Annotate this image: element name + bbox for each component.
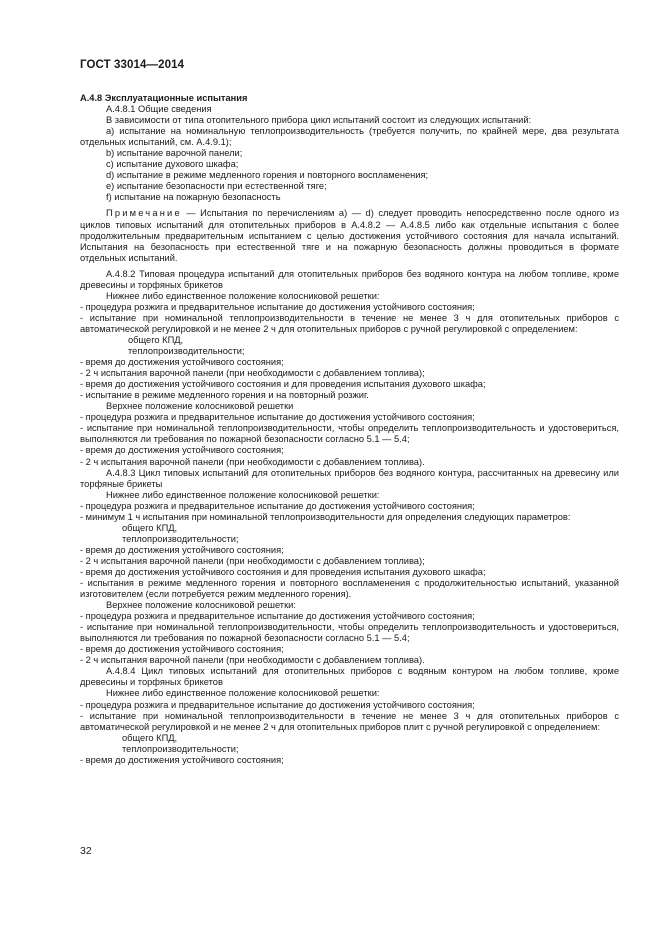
subsection-title-484: А.4.8.4 Цикл типовых испытаний для отопительных приборов с водяным контуром на любом топливе, кроме древесины и торфяных брикетов bbox=[80, 666, 619, 688]
note bbox=[80, 208, 619, 263]
list-item: - время до достижения устойчивого состояния; bbox=[80, 544, 284, 555]
list-item: общего КПД, bbox=[122, 732, 178, 743]
note-label: Примечание bbox=[106, 208, 182, 219]
paragraph: В зависимости от типа отопительного прибора цикл испытаний состоит из следующих испытаний: bbox=[106, 115, 532, 126]
list-item: - испытание при номинальной теплопроизводительности, чтобы определить теплопроизводительность и удостовериться, выполняются ли требования по пожарной безопасности согласно 5.1 — 5.4; bbox=[80, 622, 619, 644]
list-item: a) испытание на номинальную теплопроизводительность (требуется получить, по крайней мере, два результата отдельных испытаний, см. А.4.9.1); bbox=[80, 126, 619, 148]
paragraph: Нижнее либо единственное положение колосниковой решетки: bbox=[106, 489, 380, 500]
list-item: e) испытание безопасности при естественной тяге; bbox=[106, 181, 327, 192]
list-item: общего КПД, bbox=[122, 522, 178, 533]
list-item: - испытание при номинальной теплопроизводительности, чтобы определить теплопроизводительность и удостовериться, выполняются ли требования по пожарной безопасности согласно 5.1 — 5.4; bbox=[80, 423, 619, 445]
paragraph: Верхнее положение колосниковой решетки: bbox=[106, 600, 296, 611]
list-item: - 2 ч испытания варочной панели (при необходимости с добавлением топлива); bbox=[80, 555, 425, 566]
page-number: 32 bbox=[80, 845, 92, 857]
list-item: теплопроизводительности; bbox=[122, 743, 239, 754]
document-header: ГОСТ 33014—2014 bbox=[80, 59, 185, 71]
subsection-title-482: А.4.8.2 Типовая процедура испытаний для отопительных приборов без водяного контура на любом топливе, кроме древесины и торфяных брикетов bbox=[80, 268, 619, 290]
paragraph: Нижнее либо единственное положение колосниковой решетки: bbox=[106, 688, 380, 699]
list-item: теплопроизводительности; bbox=[122, 533, 239, 544]
list-item: - испытание при номинальной теплопроизводительности в течение не менее 3 ч для отопительных приборов с автоматической регулировкой и не менее 2 ч для отопительных приборов плит с ручной регулировкой с определением: bbox=[80, 710, 619, 732]
list-item: - время до достижения устойчивого состояния; bbox=[80, 357, 284, 368]
list-item: - 2 ч испытания варочной панели (при необходимости с добавлением топлива). bbox=[80, 456, 425, 467]
list-item: - время до достижения устойчивого состояния; bbox=[80, 754, 284, 765]
section-heading: А.4.8 Эксплуатационные испытания bbox=[80, 93, 248, 103]
list-item: - испытания в режиме медленного горения и повторного воспламенения с продолжительностью испытаний, указанной изготовителем (если потребуется режим медленного горения). bbox=[80, 578, 619, 600]
list-item: - процедура розжига и предварительное испытание до достижения устойчивого состояния; bbox=[80, 611, 475, 622]
list-item: c) испытание духового шкафа; bbox=[106, 159, 239, 170]
list-item: - процедура розжига и предварительное испытание до достижения устойчивого состояния; bbox=[80, 301, 475, 312]
page-content bbox=[80, 93, 619, 766]
list-item: d) испытание в режиме медленного горения и повторного воспламенения; bbox=[106, 170, 429, 181]
list-item: - процедура розжига и предварительное испытание до достижения устойчивого состояния; bbox=[80, 412, 475, 423]
list-item: - процедура розжига и предварительное испытание до достижения устойчивого состояния; bbox=[80, 500, 475, 511]
list-item: - время до достижения устойчивого состояния и для проведения испытания духового шкафа; bbox=[80, 379, 486, 390]
list-item: - время до достижения устойчивого состояния; bbox=[80, 445, 284, 456]
list-item: общего КПД, bbox=[128, 334, 184, 345]
subsection-title-483: А.4.8.3 Цикл типовых испытаний для отопительных приборов без водяного контура, рассчитанных на древесину или торфяные брикеты bbox=[80, 467, 619, 489]
paragraph: Верхнее положение колосниковой решетки bbox=[106, 401, 294, 412]
list-item: - испытание при номинальной теплопроизводительности в течение не менее 3 ч для отопительных приборов с автоматической регулировкой и не менее 2 ч для отопительных приборов с ручной регулировкой с определением: bbox=[80, 312, 619, 334]
list-item: - время до достижения устойчивого состояния и для проведения испытания духового шкафа; bbox=[80, 566, 486, 577]
list-item: теплопроизводительности; bbox=[128, 346, 245, 357]
list-item: f) испытание на пожарную безопасность bbox=[106, 192, 281, 203]
list-item: - минимум 1 ч испытания при номинальной теплопроизводительности для определения следующих параметров: bbox=[80, 511, 571, 522]
list-item: - 2 ч испытания варочной панели (при необходимости с добавлением топлива); bbox=[80, 368, 425, 379]
list-item: b) испытание варочной панели; bbox=[106, 148, 243, 159]
subsection-title-481: А.4.8.1 Общие сведения bbox=[106, 104, 212, 115]
list-item: - испытание в режиме медленного горения и на повторный розжиг. bbox=[80, 390, 369, 401]
list-item: - время до достижения устойчивого состояния; bbox=[80, 644, 284, 655]
note-text: — Испытания по перечислениям a) — d) следует проводить непосредственно после одного из циклов типовых испытаний для отопительных приборов в А.4.8.2 — А.4.8.5 либо как отдельные испытания с более продолжительным предварительным испытанием с целью достижения устойчивого состояния для начала испытаний. Испытания на безопасность при естественной тяге и на пожарную безопасность должны проводиться в формате отдельных испытаний. bbox=[80, 208, 619, 263]
list-item: - 2 ч испытания варочной панели (при необходимости с добавлением топлива). bbox=[80, 655, 425, 666]
paragraph: Нижнее либо единственное положение колосниковой решетки: bbox=[106, 290, 380, 301]
list-item: - процедура розжига и предварительное испытание до достижения устойчивого состояния; bbox=[80, 699, 475, 710]
